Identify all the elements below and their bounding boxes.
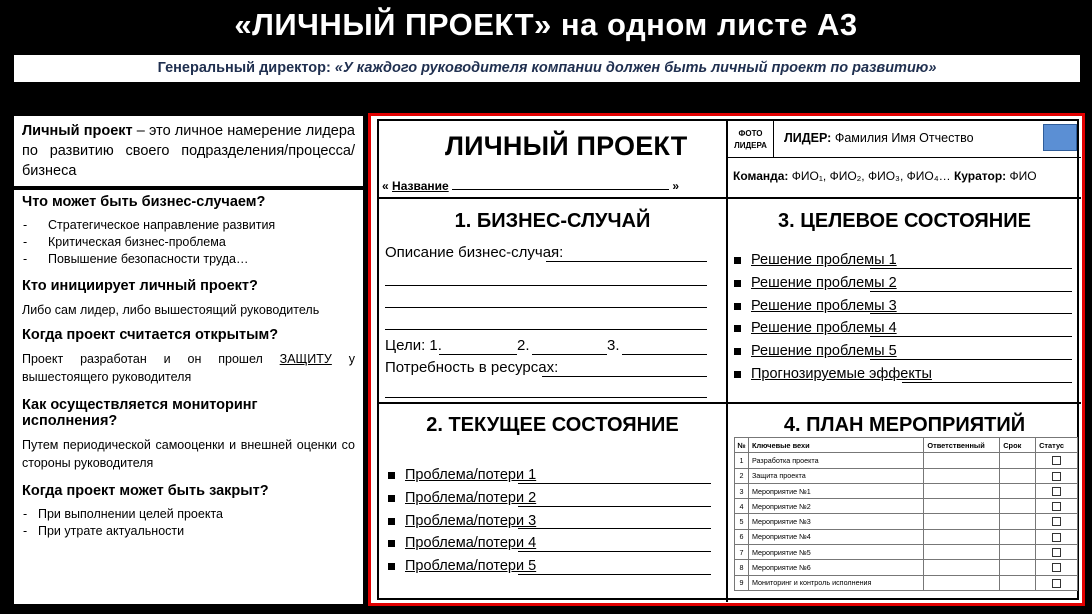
input-line — [622, 354, 707, 355]
problem-2: Проблема/потери 2 — [405, 489, 537, 506]
row-number: 5 — [735, 514, 749, 529]
list-item: - Повышение безопасности труда… — [22, 251, 355, 268]
status-checkbox[interactable] — [1052, 472, 1061, 481]
status-cell — [1036, 453, 1078, 468]
faq-question-4: Как осуществляется мониторинг исполнения? — [22, 397, 258, 429]
list-item: - При утрате актуальности — [22, 523, 355, 540]
status-cell — [1036, 529, 1078, 544]
leader-value: Фамилия Имя Отчество — [831, 131, 974, 145]
name-underline — [452, 179, 669, 190]
status-cell — [1036, 575, 1078, 590]
input-line — [385, 285, 707, 286]
input-line — [385, 329, 707, 330]
list-item — [386, 510, 711, 533]
goal-2-label: 2. — [517, 337, 530, 354]
faq-list-1 — [22, 217, 355, 268]
responsible-cell[interactable] — [924, 560, 1000, 575]
responsible-cell[interactable] — [924, 468, 1000, 483]
name-label: Название — [392, 179, 449, 193]
status-checkbox[interactable] — [1052, 563, 1061, 572]
section-4-title: 4. ПЛАН МЕРОПРИЯТИЙ — [783, 414, 1026, 436]
list-item: - При выполнении целей проекта — [22, 506, 355, 523]
milestone-cell: Мероприятие №1 — [748, 483, 923, 498]
subtitle-prefix: Генеральный директор: — [157, 60, 335, 76]
deadline-cell[interactable] — [1000, 514, 1036, 529]
section-action-plan — [728, 404, 1081, 602]
leader-text — [784, 131, 974, 145]
faq-answer-3-pre: Проект разработан и он прошел — [22, 352, 280, 366]
faq-answer-3-post: у вышестоящего руководителя — [22, 352, 355, 384]
responsible-cell[interactable] — [924, 453, 1000, 468]
col-header-number: № — [735, 438, 749, 453]
responsible-cell[interactable] — [924, 575, 1000, 590]
team-row — [733, 169, 1037, 183]
photo-label-box — [728, 121, 774, 158]
faq-answer-3 — [22, 350, 355, 386]
team-label: Команда: — [733, 169, 789, 183]
status-checkbox[interactable] — [1052, 579, 1061, 588]
input-line — [518, 506, 711, 507]
list-item: - Стратегическое направление развития — [22, 217, 355, 234]
milestone-cell: Мероприятие №6 — [748, 560, 923, 575]
responsible-cell[interactable] — [924, 545, 1000, 560]
faq-question-3: Когда проект считается открытым? — [22, 327, 279, 343]
page-title: «ЛИЧНЫЙ ПРОЕКТ» на одном листе А3 — [234, 7, 858, 42]
status-cell — [1036, 545, 1078, 560]
input-line — [870, 359, 1072, 360]
milestone-cell: Мероприятие №4 — [748, 529, 923, 544]
list-item: - Критическая бизнес-проблема — [22, 234, 355, 251]
list-item — [386, 487, 711, 510]
definition-term: Личный проект — [22, 123, 133, 139]
section-target-state — [728, 199, 1081, 404]
subtitle-bar — [14, 55, 1080, 82]
status-cell — [1036, 468, 1078, 483]
name-open-quote: « — [382, 179, 389, 193]
action-plan-table — [734, 437, 1078, 591]
input-line — [870, 336, 1072, 337]
deadline-cell[interactable] — [1000, 575, 1036, 590]
input-line — [518, 551, 711, 552]
definition-text: – это личное намерение лидера по развитию своего подразделения/процесса/бизнеса — [22, 123, 355, 179]
list-item — [732, 249, 1072, 272]
row-number: 2 — [735, 468, 749, 483]
goal-3-label: 3. — [607, 337, 620, 354]
business-case-label: Описание бизнес-случая: — [385, 244, 564, 261]
milestone-cell: Мероприятие №5 — [748, 545, 923, 560]
status-checkbox[interactable] — [1052, 517, 1061, 526]
responsible-cell[interactable] — [924, 514, 1000, 529]
problems-list — [386, 464, 711, 578]
name-close-quote: » — [672, 179, 680, 193]
table-row — [735, 560, 1078, 575]
row-number: 7 — [735, 545, 749, 560]
col-header-status: Статус — [1036, 438, 1078, 453]
list-item — [386, 532, 711, 555]
input-line — [870, 313, 1072, 314]
list-item — [732, 340, 1072, 363]
row-number: 6 — [735, 529, 749, 544]
input-line — [870, 291, 1072, 292]
form-header-title: ЛИЧНЫЙ ПРОЕКТ — [445, 131, 688, 161]
table-header-row — [735, 438, 1078, 453]
solution-3: Решение проблемы 3 — [751, 297, 897, 314]
input-line — [546, 261, 707, 262]
faq-question-2: Кто инициирует личный проект? — [22, 278, 258, 294]
curator-label: Куратор: — [953, 169, 1007, 183]
curator-value: ФИО — [1006, 169, 1037, 183]
subtitle-quote: «У каждого руководителя компании должен быть личный проект по развитию» — [334, 60, 937, 76]
section-business-case — [379, 199, 728, 404]
table-row — [735, 468, 1078, 483]
deadline-cell[interactable] — [1000, 483, 1036, 498]
problem-4: Проблема/потери 4 — [405, 535, 537, 552]
form-header-left — [379, 121, 728, 199]
name-field[interactable] — [382, 179, 679, 193]
defense-link[interactable]: ЗАЩИТУ — [279, 352, 332, 366]
row-number: 8 — [735, 560, 749, 575]
problem-3: Проблема/потери 3 — [405, 512, 537, 529]
milestone-cell: Мероприятие №2 — [748, 499, 923, 514]
leader-label: ЛИДЕР: — [784, 131, 832, 145]
col-header-responsible: Ответственный — [924, 438, 1000, 453]
table-row — [735, 575, 1078, 590]
col-header-deadline: Срок — [1000, 438, 1036, 453]
milestone-cell: Защита проекта — [748, 468, 923, 483]
status-cell — [1036, 560, 1078, 575]
photo-label-2: ЛИДЕРА — [734, 141, 767, 150]
deadline-cell[interactable] — [1000, 560, 1036, 575]
status-checkbox[interactable] — [1052, 487, 1061, 496]
faq-list-5 — [22, 506, 355, 540]
project-form — [377, 119, 1079, 600]
goals-label: Цели: 1. — [385, 337, 442, 354]
faq-question-5: Когда проект может быть закрыт? — [22, 483, 269, 499]
section-current-state — [379, 404, 728, 602]
form-header-right — [728, 121, 1081, 199]
input-line — [385, 397, 707, 398]
milestone-cell: Мониторинг и контроль исполнения — [748, 575, 923, 590]
responsible-cell[interactable] — [924, 529, 1000, 544]
input-line — [518, 528, 711, 529]
row-number: 4 — [735, 499, 749, 514]
list-item — [732, 295, 1072, 318]
leader-row — [774, 121, 1081, 158]
problem-5: Проблема/потери 5 — [405, 558, 537, 575]
status-checkbox[interactable] — [1052, 548, 1061, 557]
list-item — [732, 363, 1072, 386]
faq-answer-2: Либо сам лидер, либо вышестоящий руководитель — [22, 303, 320, 317]
team-value: ФИО₁, ФИО₂, ФИО₃, ФИО₄… — [788, 169, 954, 183]
deadline-cell[interactable] — [1000, 499, 1036, 514]
solution-2: Решение проблемы 2 — [751, 274, 897, 291]
photo-label-1: ФОТО — [738, 129, 763, 138]
input-line — [542, 376, 707, 377]
project-form-frame — [368, 113, 1085, 606]
solution-1: Решение проблемы 1 — [751, 252, 897, 268]
status-checkbox[interactable] — [1052, 502, 1061, 511]
input-line — [870, 268, 1072, 269]
definition-box — [14, 116, 363, 186]
list-item — [386, 464, 711, 487]
section-3-title: 3. ЦЕЛЕВОЕ СОСТОЯНИЕ — [778, 210, 1031, 232]
problem-1: Проблема/потери 1 — [405, 467, 537, 483]
row-number: 3 — [735, 483, 749, 498]
table-row — [735, 545, 1078, 560]
input-line — [439, 354, 517, 355]
deadline-cell[interactable] — [1000, 545, 1036, 560]
responsible-cell[interactable] — [924, 499, 1000, 514]
table-row — [735, 453, 1078, 468]
faq-answer-4: Путем периодической самооценки и внешней оценки со стороны руководителя — [22, 438, 355, 470]
status-cell — [1036, 514, 1078, 529]
input-line — [532, 354, 607, 355]
input-line — [385, 307, 707, 308]
expected-effects: Прогнозируемые эффекты — [751, 365, 932, 382]
status-checkbox[interactable] — [1052, 456, 1061, 465]
input-line — [902, 382, 1072, 383]
status-cell — [1036, 499, 1078, 514]
solution-4: Решение проблемы 4 — [751, 320, 897, 337]
action-plan-body — [735, 453, 1078, 591]
col-header-milestones: Ключевые вехи — [748, 438, 923, 453]
milestone-cell: Мероприятие №3 — [748, 514, 923, 529]
status-cell — [1036, 483, 1078, 498]
deadline-cell[interactable] — [1000, 453, 1036, 468]
table-row — [735, 529, 1078, 544]
resources-label: Потребность в ресурсах: — [385, 359, 559, 376]
solution-5: Решение проблемы 5 — [751, 343, 897, 360]
photo-placeholder[interactable] — [1043, 124, 1077, 151]
list-item — [732, 317, 1072, 340]
solutions-list — [732, 249, 1072, 386]
table-row — [735, 499, 1078, 514]
deadline-cell[interactable] — [1000, 529, 1036, 544]
table-row — [735, 514, 1078, 529]
list-item — [386, 555, 711, 578]
faq-box — [14, 190, 363, 604]
deadline-cell[interactable] — [1000, 468, 1036, 483]
input-line — [518, 483, 711, 484]
section-2-title: 2. ТЕКУЩЕЕ СОСТОЯНИЕ — [426, 414, 679, 436]
status-checkbox[interactable] — [1052, 533, 1061, 542]
responsible-cell[interactable] — [924, 483, 1000, 498]
milestone-cell: Разработка проекта — [748, 453, 923, 468]
input-line — [518, 574, 711, 575]
faq-question-1: Что может быть бизнес-случаем? — [22, 194, 266, 210]
table-row — [735, 483, 1078, 498]
list-item — [732, 272, 1072, 295]
row-number: 1 — [735, 453, 749, 468]
row-number: 9 — [735, 575, 749, 590]
section-1-title: 1. БИЗНЕС-СЛУЧАЙ — [454, 210, 651, 232]
